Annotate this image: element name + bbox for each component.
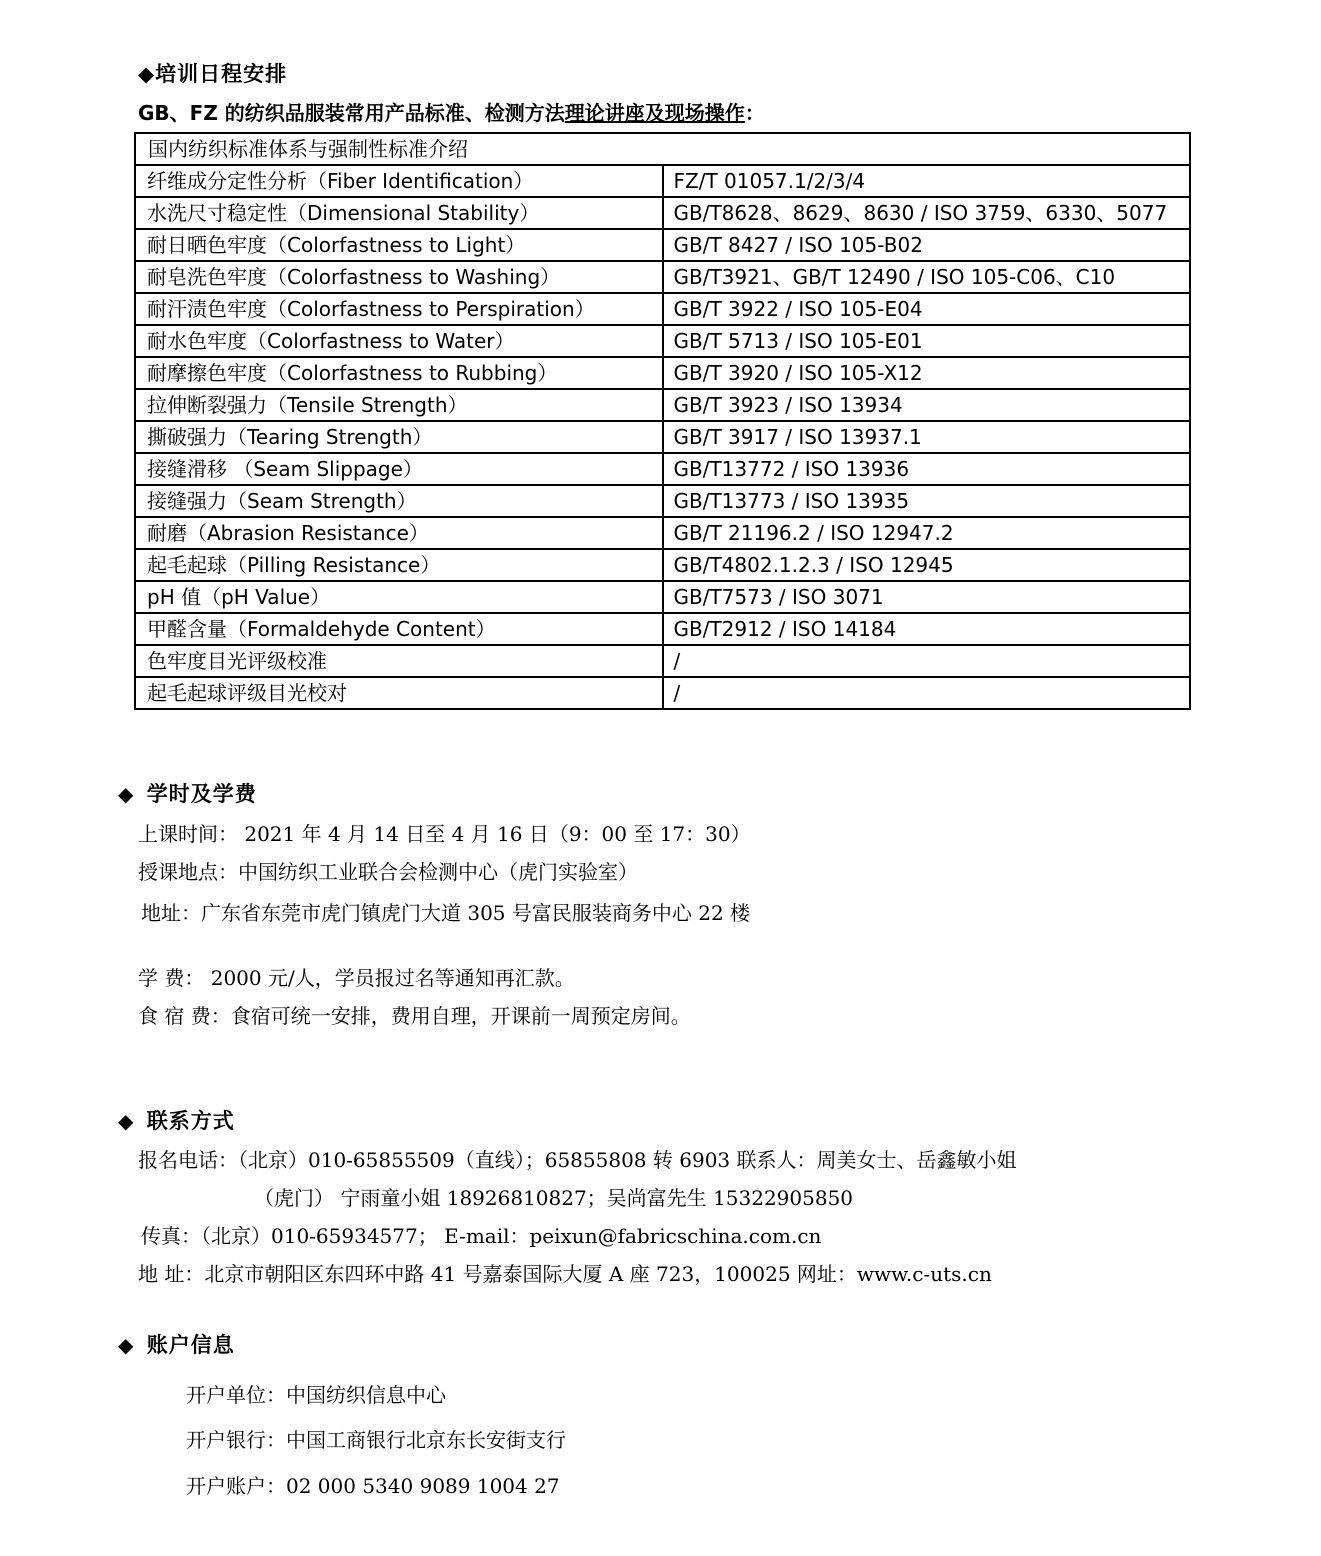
standard-cell: GB/T13772 / ISO 13936 <box>663 453 1191 485</box>
office-address-line: 地 址：北京市朝阳区东四环中路 41 号嘉泰国际大厦 A 座 723，100025 网址：www.c-uts.cn <box>138 1262 992 1286</box>
test-item-cell: 纤维成分定性分析（Fiber Identification） <box>135 165 663 197</box>
intro-cell: 国内纺织标准体系与强制性标准介绍 <box>135 133 1190 165</box>
diamond-bullet-icon: ◆ <box>118 1109 135 1133</box>
standard-cell: GB/T 3922 / ISO 105-E04 <box>663 293 1191 325</box>
test-item-cell: 耐皂洗色牢度（Colorfastness to Washing） <box>135 261 663 293</box>
phone-line-1: 报名电话：（北京）010-65855509（直线）；65855808 转 6903 联系人：周美女士、岳鑫敏小姐 <box>138 1148 1017 1172</box>
standard-cell: GB/T 5713 / ISO 105-E01 <box>663 325 1191 357</box>
test-item-cell: 起毛起球评级目光校对 <box>135 677 663 709</box>
fees-heading: 学时及学费 <box>146 781 257 806</box>
lodging: 食 宿 费：食宿可统一安排，费用自理，开课前一周预定房间。 <box>138 1004 691 1028</box>
standard-cell: GB/T 3923 / ISO 13934 <box>663 389 1191 421</box>
account-number: 开户账户：02 000 5340 9089 1004 27 <box>186 1474 560 1498</box>
diamond-bullet-icon: ◆ <box>118 782 135 806</box>
test-item-cell: 耐摩擦色牢度（Colorfastness to Rubbing） <box>135 357 663 389</box>
table-row <box>135 549 1190 581</box>
test-item-cell: 甲醛含量（Formaldehyde Content） <box>135 613 663 645</box>
test-item-cell: 色牢度目光评级校准 <box>135 645 663 677</box>
account-unit: 开户单位：中国纺织信息中心 <box>186 1383 446 1407</box>
account-bank: 开户银行：中国工商银行北京东长安街支行 <box>186 1428 566 1452</box>
account-heading-block <box>118 1329 235 1359</box>
table-row-intro <box>135 133 1190 165</box>
table-row <box>135 581 1190 613</box>
standard-cell: GB/T 21196.2 / ISO 12947.2 <box>663 517 1191 549</box>
table-row <box>135 517 1190 549</box>
contact-heading: 联系方式 <box>146 1108 235 1133</box>
standard-cell: / <box>663 645 1191 677</box>
table-row <box>135 293 1190 325</box>
standard-cell: GB/T8628、8629、8630 / ISO 3759、6330、5077 <box>663 197 1191 229</box>
test-item-cell: 耐磨（Abrasion Resistance） <box>135 517 663 549</box>
fees-heading-block <box>118 778 257 808</box>
table-row <box>135 485 1190 517</box>
diamond-bullet-icon: ◆ <box>118 1333 135 1357</box>
subtitle-suffix: ： <box>744 101 765 125</box>
table-row <box>135 197 1190 229</box>
account-heading: 账户信息 <box>146 1332 235 1357</box>
schedule-subtitle <box>138 97 765 126</box>
standard-cell: GB/T2912 / ISO 14184 <box>663 613 1191 645</box>
standard-cell: / <box>663 677 1191 709</box>
class-address: 地址：广东省东莞市虎门镇虎门大道 305 号富民服装商务中心 22 楼 <box>141 901 751 925</box>
table-row <box>135 389 1190 421</box>
standard-cell: GB/T 3917 / ISO 13937.1 <box>663 421 1191 453</box>
schedule-heading: ◆培训日程安排 <box>138 61 288 86</box>
table-row <box>135 677 1190 709</box>
table-row <box>135 645 1190 677</box>
test-item-cell: 耐水色牢度（Colorfastness to Water） <box>135 325 663 357</box>
subtitle-prefix: GB、FZ 的纺织品服装常用产品标准、检测方法 <box>138 101 565 125</box>
test-item-cell: pH 值（pH Value） <box>135 581 663 613</box>
test-item-cell: 接缝滑移 （Seam Slippage） <box>135 453 663 485</box>
phone-line-2: （虎门） 宁雨童小姐 18926810827；吴尚富先生 15322905850 <box>254 1186 854 1210</box>
table-row <box>135 421 1190 453</box>
standard-cell: GB/T3921、GB/T 12490 / ISO 105-C06、C10 <box>663 261 1191 293</box>
class-time: 上课时间： 2021 年 4 月 14 日至 4 月 16 日（9：00 至 17：30） <box>138 822 751 846</box>
class-place: 授课地点：中国纺织工业联合会检测中心（虎门实验室） <box>138 860 638 884</box>
table-row <box>135 165 1190 197</box>
contact-heading-block <box>118 1105 235 1135</box>
table-row <box>135 453 1190 485</box>
test-item-cell: 接缝强力（Seam Strength） <box>135 485 663 517</box>
standard-cell: GB/T4802.1.2.3 / ISO 12945 <box>663 549 1191 581</box>
subtitle-underlined: 理论讲座及现场操作 <box>564 101 745 125</box>
table-row <box>135 357 1190 389</box>
test-item-cell: 水洗尺寸稳定性（Dimensional Stability） <box>135 197 663 229</box>
test-item-cell: 耐日晒色牢度（Colorfastness to Light） <box>135 229 663 261</box>
standard-cell: GB/T 8427 / ISO 105-B02 <box>663 229 1191 261</box>
standard-cell: FZ/T 01057.1/2/3/4 <box>663 165 1191 197</box>
table-row <box>135 613 1190 645</box>
standard-cell: GB/T7573 / ISO 3071 <box>663 581 1191 613</box>
table-row <box>135 261 1190 293</box>
test-item-cell: 撕破强力（Tearing Strength） <box>135 421 663 453</box>
tuition: 学 费： 2000 元/人，学员报过名等通知再汇款。 <box>138 966 575 990</box>
table-row <box>135 325 1190 357</box>
table-row <box>135 229 1190 261</box>
test-item-cell: 耐汗渍色牢度（Colorfastness to Perspiration） <box>135 293 663 325</box>
schedule-table <box>134 132 1191 710</box>
fax-email-line: 传真：（北京）010-65934577； E-mail：peixun@fabricschina.com.cn <box>141 1224 822 1248</box>
test-item-cell: 起毛起球（Pilling Resistance） <box>135 549 663 581</box>
standard-cell: GB/T 3920 / ISO 105-X12 <box>663 357 1191 389</box>
test-item-cell: 拉伸断裂强力（Tensile Strength） <box>135 389 663 421</box>
standard-cell: GB/T13773 / ISO 13935 <box>663 485 1191 517</box>
